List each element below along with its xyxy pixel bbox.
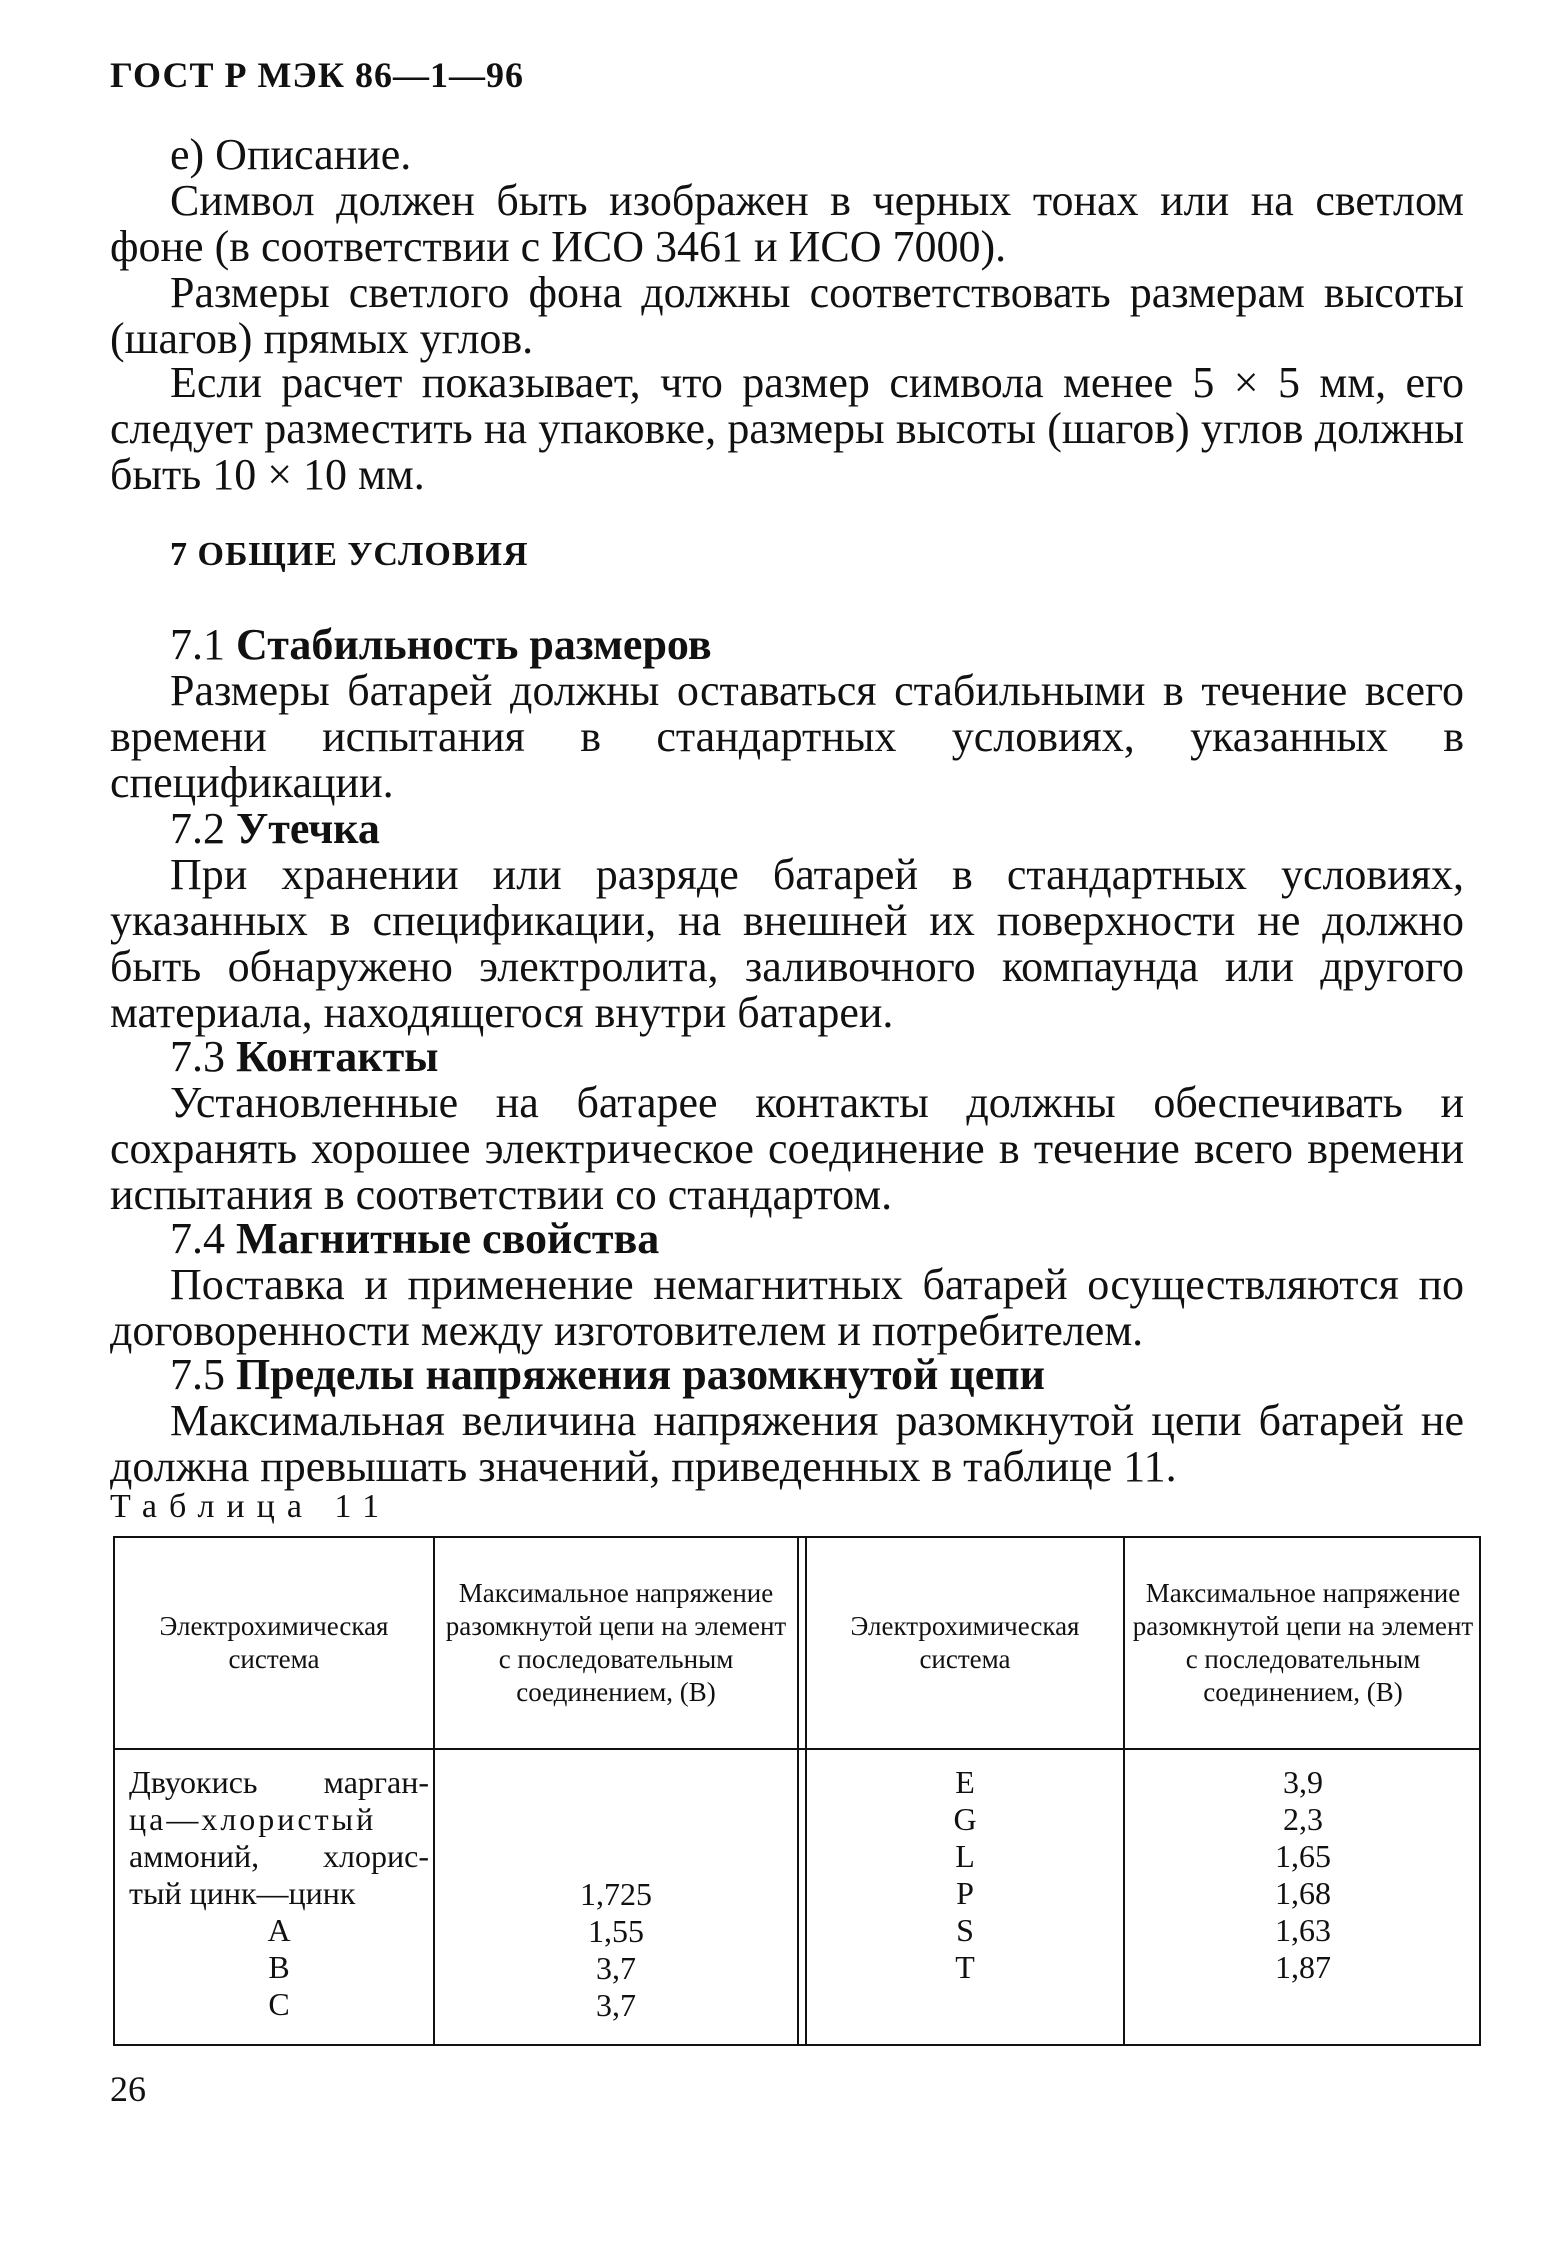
table-header-cell: Максимальное напряжение разомкнутой цепи на элемент с последовательным соединением, (В) <box>1132 1578 1474 1707</box>
table-cell: G <box>953 1801 977 1837</box>
table-column-right-systems <box>807 1764 1123 1986</box>
table-cell: C <box>268 1986 290 2022</box>
table-cell: 1,68 <box>1275 1875 1331 1911</box>
page-number: 26 <box>110 2069 146 2109</box>
table-cell: 3,9 <box>1283 1764 1323 1800</box>
document-header: ГОСТ Р МЭК 86—1—96 <box>110 55 524 95</box>
subsection-heading-7-4 <box>170 1216 659 1262</box>
subsection-text-7-4: Поставка и применение немагнитных батарей осуществляются по договоренности между изготовителем и потребителем. <box>110 1260 1464 1355</box>
subsection-title: Стабильность размеров <box>236 620 712 669</box>
table-cell: 1,725 <box>580 1876 652 1912</box>
table-divider <box>797 1538 799 2044</box>
table-cell: 3,7 <box>596 1987 636 2023</box>
table-cell: 1,63 <box>1275 1912 1331 1948</box>
table-cell: P <box>956 1875 974 1911</box>
subsection-title: Магнитные свойства <box>236 1214 660 1263</box>
subsection-number: 7.4 <box>170 1214 225 1263</box>
table-header-cell: Максимальное напряжение разомкнутой цепи на элемент с последовательным соединением, (В) <box>445 1578 787 1707</box>
intro-line-1: е) Описание. <box>170 130 412 179</box>
table-cell: ца—хлористый <box>129 1801 377 1837</box>
table-cell: 1,87 <box>1275 1949 1331 1985</box>
table-cell: тый цинк—цинк <box>129 1875 356 1911</box>
table-cell: 1,55 <box>588 1913 644 1949</box>
subsection-text-7-5: Максимальная величина напряжения разомкнутой цепи батарей не должна превышать значений, приведенных в таблице 11. <box>110 1396 1464 1491</box>
subsection-text-7-1: Размеры батарей должны оставаться стабильными в течение всего времени испытания в стандартных условиях, указанных в спецификации. <box>110 666 1464 807</box>
table-column-left-values <box>435 1876 797 2024</box>
subsection-heading-7-5 <box>170 1352 1045 1398</box>
subsection-heading-7-2 <box>170 806 380 852</box>
intro-paragraph-1: Символ должен быть изображен в черных тонах или на светлом фоне (в соответствии с ИСО 3461 и ИСО 7000). <box>110 176 1464 271</box>
subsection-number: 7.5 <box>170 1350 225 1399</box>
table-cell: 2,3 <box>1283 1801 1323 1837</box>
subsection-heading-7-3 <box>170 1034 439 1080</box>
table-cell: Двуокись марган- <box>129 1764 429 1800</box>
table-cell: S <box>956 1912 974 1948</box>
subsection-number: 7.2 <box>170 804 225 853</box>
table-cell: E <box>955 1764 975 1800</box>
section-title: 7 ОБЩИЕ УСЛОВИЯ <box>170 536 529 573</box>
subsection-title: Пределы напряжения разомкнутой цепи <box>236 1350 1045 1399</box>
table-cell: 3,7 <box>596 1950 636 1986</box>
voltage-table <box>113 1536 1481 2046</box>
table-cell: A <box>267 1912 291 1948</box>
table-header-divider <box>115 1748 1479 1750</box>
intro-paragraph-2: Размеры светлого фона должны соответствовать размерам высоты (шагов) прямых углов. <box>110 268 1464 363</box>
table-cell: B <box>268 1949 290 1985</box>
intro-paragraph-3: Если расчет показывает, что размер символа менее 5 × 5 мм, его следует разместить на упаковке, размеры высоты (шагов) углов должны быть 10 × 10 мм. <box>110 358 1464 499</box>
subsection-title: Контакты <box>236 1032 439 1081</box>
table-cell: аммоний, хлорис- <box>129 1838 429 1874</box>
table-header-cell: Электрохимическая система <box>850 1611 1080 1674</box>
table-cell: L <box>955 1838 975 1874</box>
table-column-left-systems <box>129 1764 429 2023</box>
table-column-right-values <box>1125 1764 1481 1986</box>
subsection-text-7-2: При хранении или разряде батарей в стандартных условиях, указанных в спецификации, на внешней их поверхности не должно быть обнаружено электролита, заливочного компаунда или другого материала, находящегося внутри батареи. <box>110 850 1464 1037</box>
table-header-cell: Электрохимическая система <box>159 1611 389 1674</box>
table-caption: Таблица 11 <box>110 1488 392 1525</box>
subsection-title: Утечка <box>236 804 380 853</box>
subsection-number: 7.3 <box>170 1032 225 1081</box>
table-cell: 1,65 <box>1275 1838 1331 1874</box>
subsection-number: 7.1 <box>170 620 225 669</box>
subsection-text-7-3: Установленные на батарее контакты должны обеспечивать и сохранять хорошее электрическое соединение в течение всего времени испытания в соответствии со стандартом. <box>110 1078 1464 1219</box>
table-cell: T <box>955 1949 975 1985</box>
subsection-heading-7-1 <box>170 622 712 668</box>
